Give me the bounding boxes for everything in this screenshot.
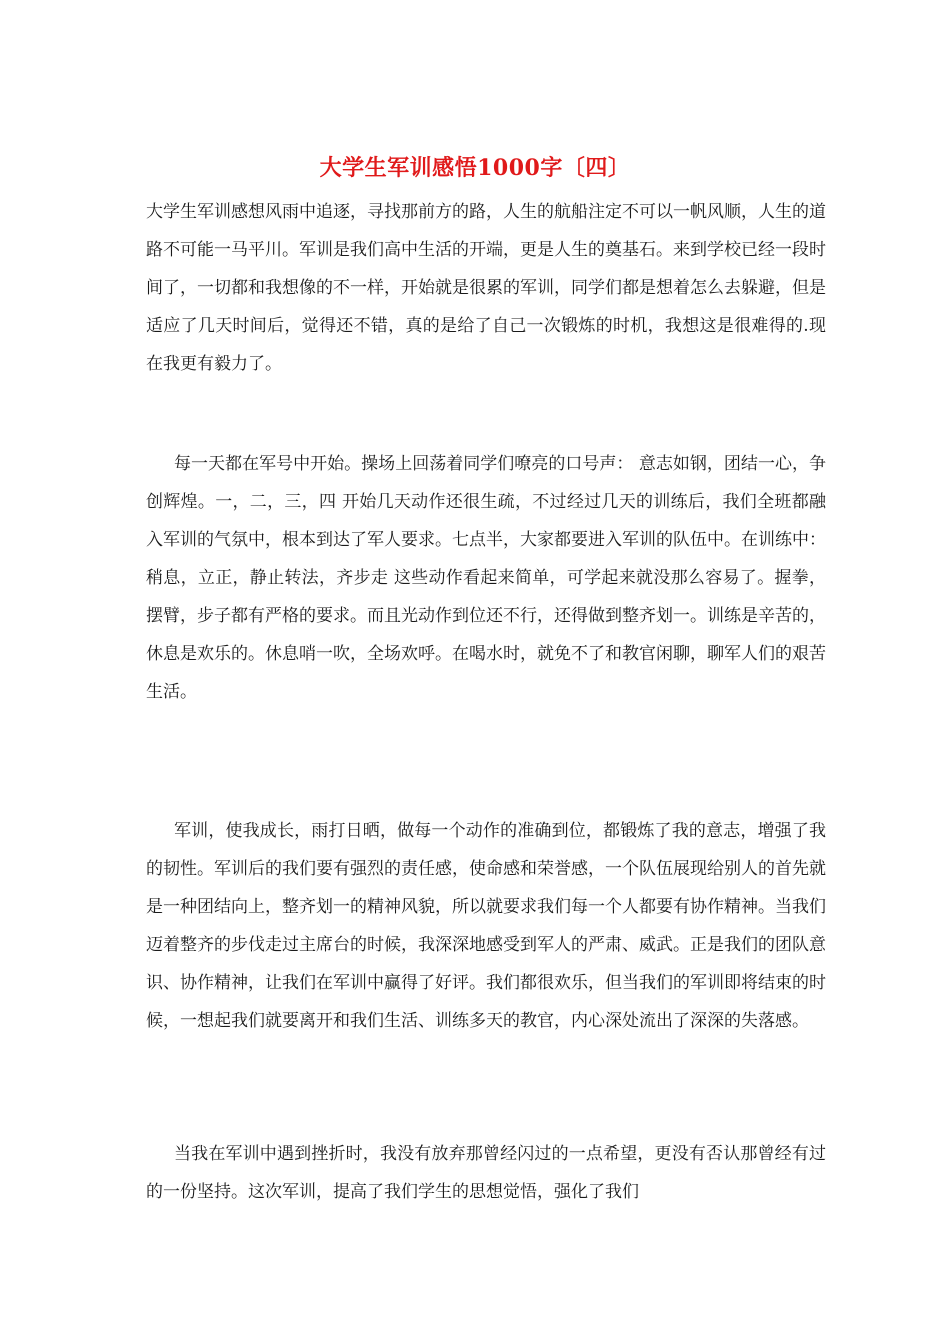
- paragraph-3: 军训，使我成长，雨打日晒，做每一个动作的准确到位，都锻炼了我的意志，增强了我的韧性。军训后的我们要有强烈的责任感，使命感和荣誉感，一个队伍展现给别人的首先就是一种团结向上，整齐划一的精神风貌，所以就要求我们每一个人都要有协作精神。当我们迈着整齐的步伐走过主席台的时候，我深深地感受到军人的严肃、威武。正是我们的团队意识、协作精神，让我们在军训中赢得了好评。我们都很欢乐，但当我们的军训即将结束的时候，一想起我们就要离开和我们生活、训练多天的教官，内心深处流出了深深的失落感。: [146, 821, 826, 1031]
- paragraph-4: 当我在军训中遇到挫折时，我没有放弃那曾经闪过的一点希望，更没有否认那曾经有过的一份坚持。这次军训，提高了我们学生的思想觉悟，强化了我们: [146, 1144, 826, 1202]
- paragraph-2: 每一天都在军号中开始。操场上回荡着同学们嘹亮的口号声： 意志如钢，团结一心，争创辉煌。一，二，三，四 开始几天动作还很生疏，不过经过几天的训练后，我们全班都融入军训的气氛中，根本到达了军人要求。七点半，大家都要进入军训的队伍中。在训练中：稍息，立正，静止转法，齐步走 这些动作看起来简单，可学起来就没那么容易了。握拳，摆臂，步子都有严格的要求。而且光动作到位还不行，还得做到整齐划一。训练是辛苦的，休息是欢乐的。休息哨一吹，全场欢呼。在喝水时，就免不了和教官闲聊，聊军人们的艰苦生活。: [146, 454, 826, 702]
- page-title: 大学生军训感悟1000字〔四〕: [319, 155, 631, 181]
- paragraph-1: 大学生军训感想风雨中追逐，寻找那前方的路，人生的航船注定不可以一帆风顺，人生的道路不可能一马平川。军训是我们高中生活的开端，更是人生的奠基石。来到学校已经一段时间了，一切都和我想像的不一样，开始就是很累的军训，同学们都是想着怎么去躲避，但是适应了几天时间后，觉得还不错，真的是给了自己一次锻炼的时机，我想这是很难得的.现在我更有毅力了。: [146, 202, 826, 374]
